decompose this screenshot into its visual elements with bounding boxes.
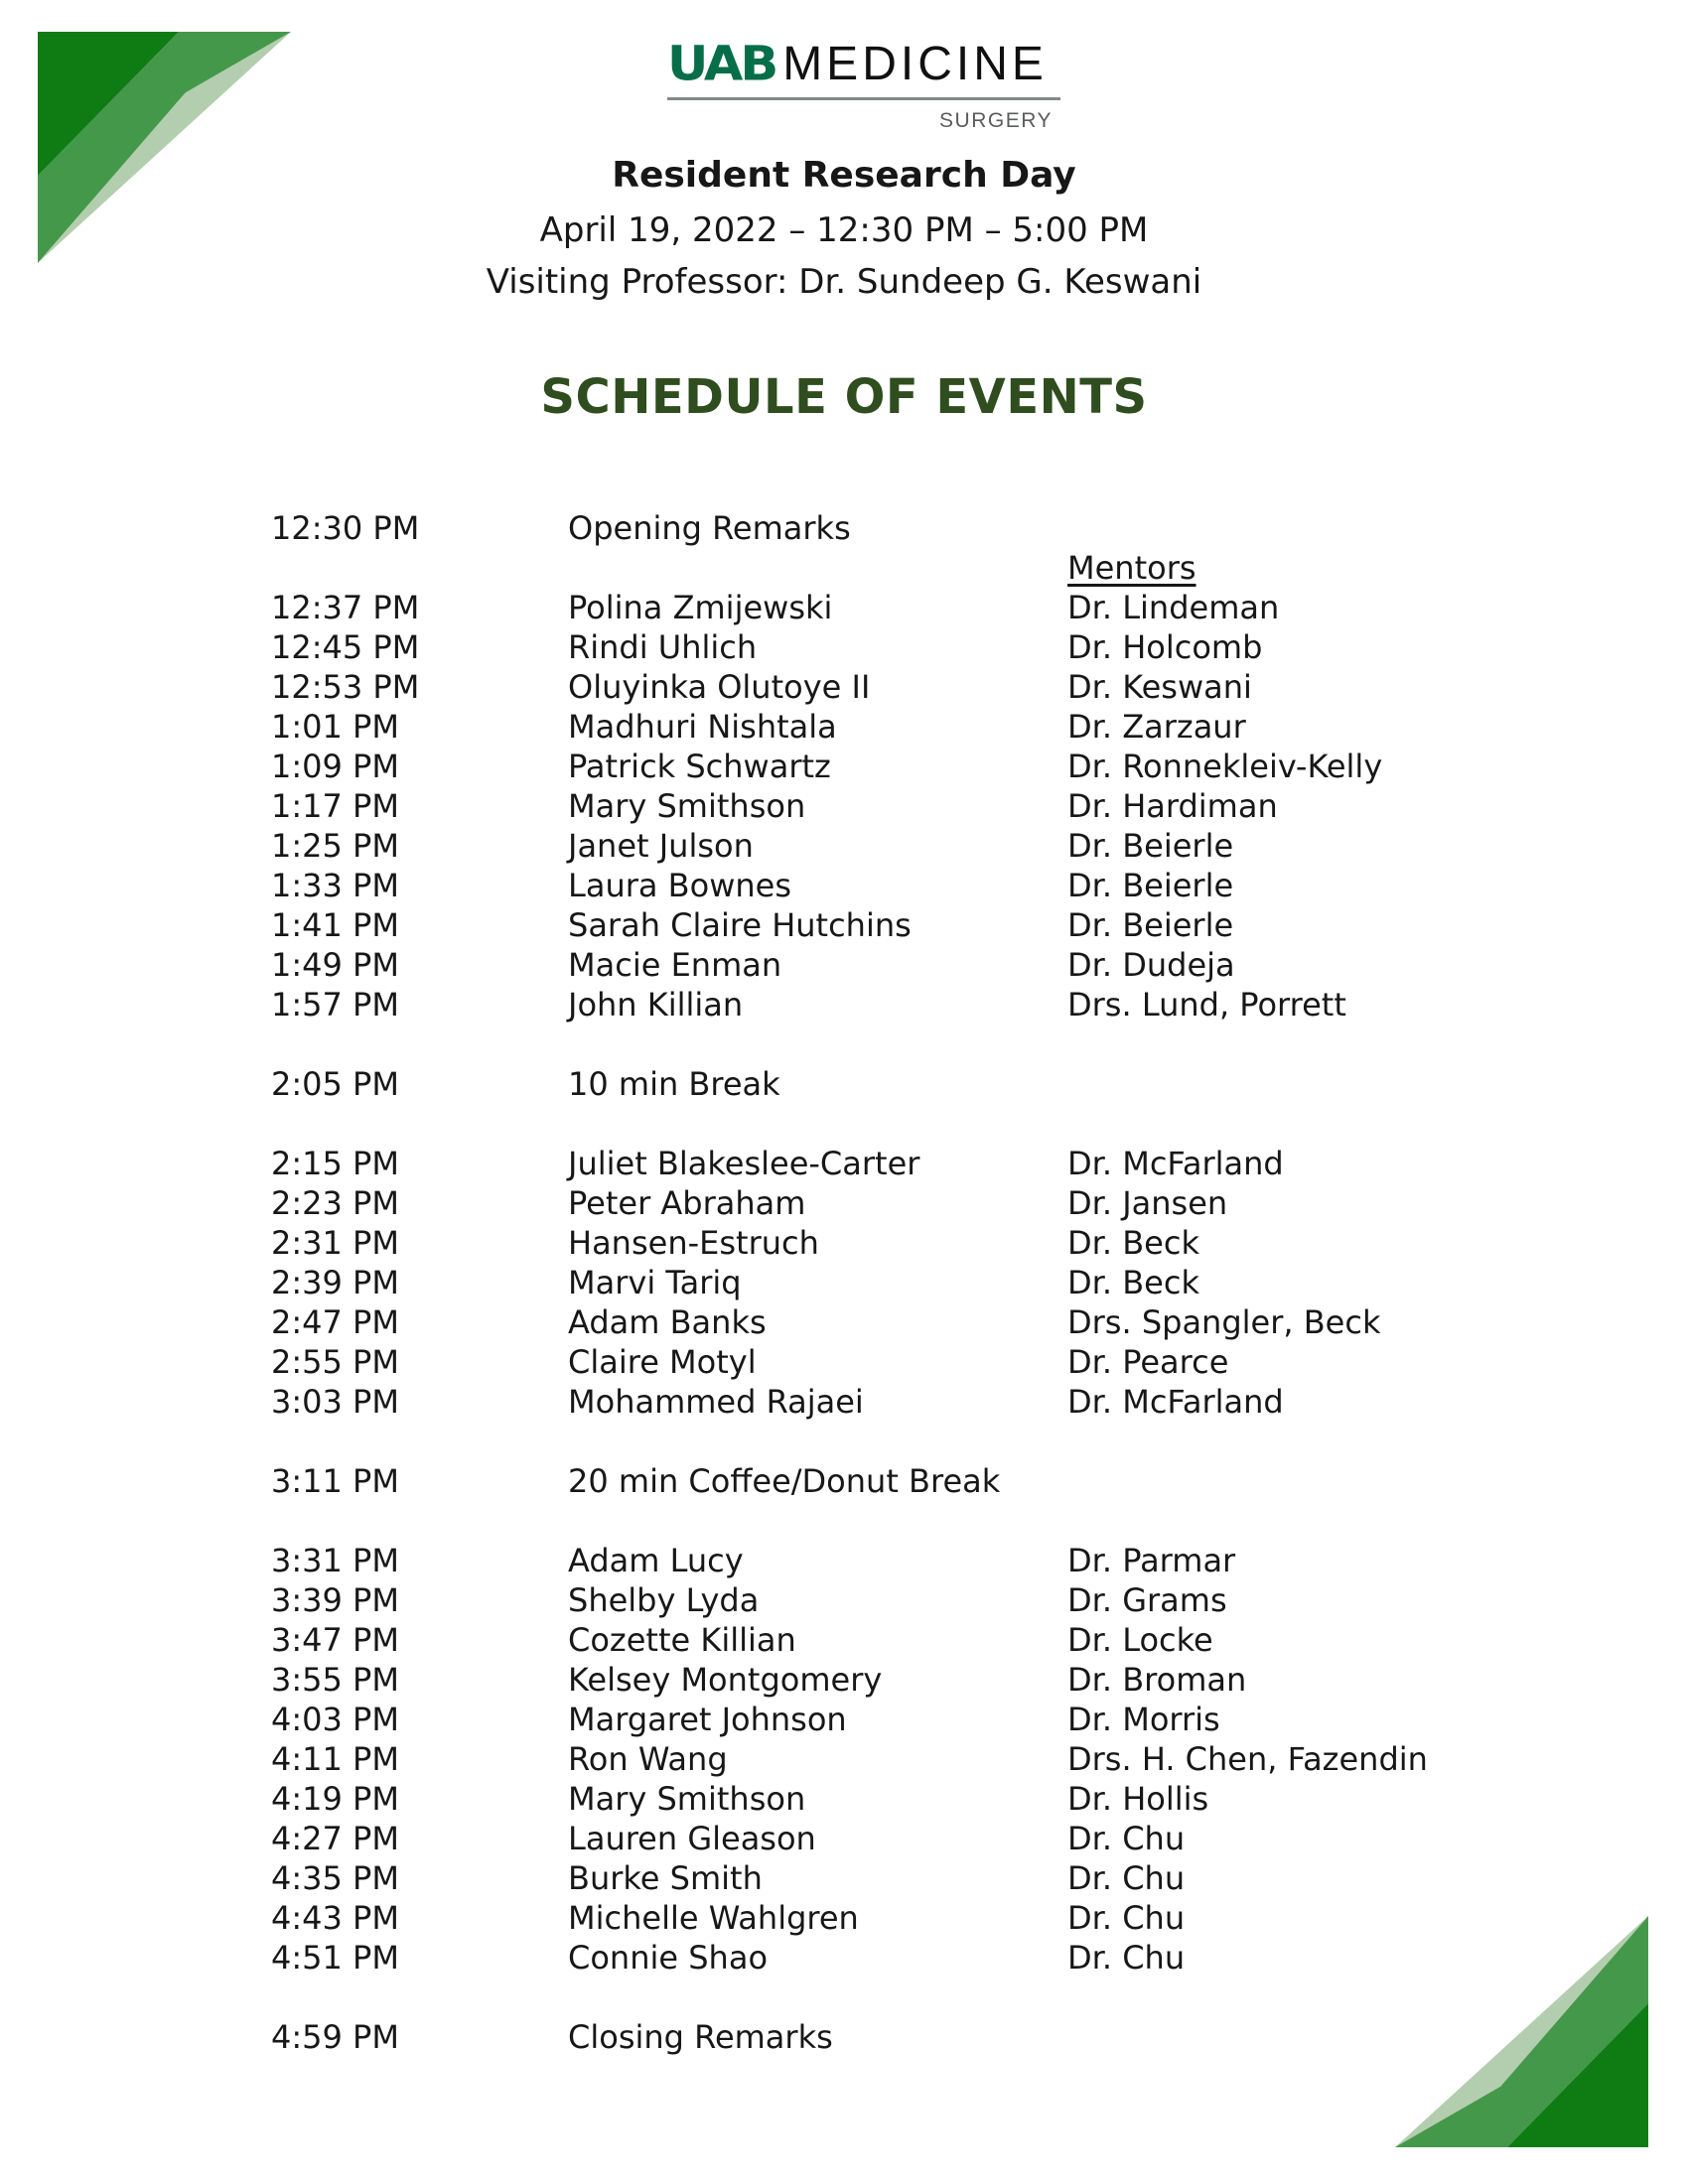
schedule-mentors-header-row: [271, 548, 1688, 588]
mentor-name: Dr. Hardiman: [1067, 787, 1278, 825]
presenter-name: Madhuri Nishtala: [568, 708, 837, 746]
schedule-spacer-row: [271, 1024, 1688, 1064]
presenter-name: Mohammed Rajaei: [568, 1383, 864, 1421]
mentor-name: Dr. Parmar: [1067, 1542, 1236, 1579]
mentor-name: Dr. Grams: [1067, 1581, 1227, 1619]
schedule-session-row: [271, 1620, 1688, 1660]
session-time: 2:47 PM: [271, 1303, 399, 1341]
session-time: 3:11 PM: [271, 1462, 399, 1500]
mentor-name: Dr. Holcomb: [1067, 628, 1263, 666]
presenter-name: Sarah Claire Hutchins: [568, 906, 912, 944]
presenter-name: Janet Julson: [568, 827, 754, 865]
presenter-name: Lauren Gleason: [568, 1820, 816, 1857]
schedule-spacer-row: [271, 1104, 1688, 1144]
presenter-name: Macie Enman: [568, 946, 782, 984]
schedule-session-row: [271, 1223, 1688, 1263]
mentor-name: Drs. Lund, Porrett: [1067, 986, 1346, 1024]
mentor-name: [1067, 1461, 1688, 1501]
session-time: 1:49 PM: [271, 946, 399, 984]
mentor-name: Dr. Jansen: [1067, 1184, 1228, 1222]
presenter-name: Margaret Johnson: [568, 1701, 847, 1738]
mentor-name: Drs. Spangler, Beck: [1067, 1303, 1381, 1341]
mentor-name: Dr. Beck: [1067, 1264, 1199, 1301]
session-time: 4:59 PM: [271, 2018, 399, 2056]
mentor-name: Dr. Beierle: [1067, 906, 1234, 944]
schedule-session-row: [271, 945, 1688, 985]
presenter-name: Laura Bownes: [568, 867, 791, 904]
mentor-name: Dr. Keswani: [1067, 668, 1252, 706]
session-time: 4:51 PM: [271, 1939, 399, 1977]
session-time: [271, 548, 568, 588]
mentor-name: [1067, 2017, 1688, 2057]
mentor-name: Dr. Chu: [1067, 1939, 1186, 1977]
schedule-session-row: [271, 1263, 1688, 1302]
session-time: 3:03 PM: [271, 1383, 399, 1421]
session-time: 12:37 PM: [271, 589, 420, 626]
schedule-session-row: [271, 627, 1688, 667]
session-time: 1:01 PM: [271, 708, 399, 746]
schedule-session-row: [271, 1739, 1688, 1779]
session-time: 4:19 PM: [271, 1780, 399, 1818]
mentor-name: Dr. Ronnekleiv-Kelly: [1067, 748, 1383, 785]
session-time: 4:35 PM: [271, 1859, 399, 1897]
schedule-session-row: [271, 1660, 1688, 1700]
session-time: 1:17 PM: [271, 787, 399, 825]
session-time: 4:43 PM: [271, 1899, 399, 1937]
schedule-session-row: [271, 905, 1688, 945]
schedule-session-row: [271, 1183, 1688, 1223]
presenter-name: Oluyinka Olutoye II: [568, 668, 871, 706]
schedule-session-row: [271, 866, 1688, 905]
schedule-event-row: [271, 1064, 1688, 1104]
corner-medium-sliver: [1395, 2050, 1564, 2147]
presenter-name: Burke Smith: [568, 1859, 763, 1897]
presenter-name: Claire Motyl: [568, 1343, 757, 1381]
mentor-name: Dr. Chu: [1067, 1899, 1186, 1937]
uab-medicine-logo: [667, 34, 1060, 133]
schedule-session-row: [271, 1938, 1688, 1978]
mentors-column-header: Mentors: [1067, 549, 1196, 587]
page-title: Resident Research Day: [612, 155, 1076, 196]
session-time: 3:47 PM: [271, 1621, 399, 1659]
presenter-name: Michelle Wahlgren: [568, 1899, 859, 1937]
mentor-name: Dr. McFarland: [1067, 1145, 1284, 1182]
session-time: 3:31 PM: [271, 1542, 399, 1579]
schedule-spacer-row: [271, 1501, 1688, 1541]
schedule-session-row: [271, 1580, 1688, 1620]
schedule-session-row: [271, 1898, 1688, 1938]
department-label: SURGERY: [939, 109, 1053, 132]
presenter-name: Ron Wang: [568, 1740, 728, 1778]
mentor-name: Dr. Zarzaur: [1067, 708, 1246, 746]
schedule-session-row: [271, 786, 1688, 826]
session-time: 4:27 PM: [271, 1820, 399, 1857]
presenter-name: Patrick Schwartz: [568, 748, 831, 785]
schedule-session-row: [271, 1342, 1688, 1382]
session-time: 2:23 PM: [271, 1184, 399, 1222]
schedule-event-row: [271, 508, 1688, 548]
presenter-name: Juliet Blakeslee-Carter: [568, 1145, 920, 1182]
event-label: Closing Remarks: [568, 2018, 833, 2056]
empty-cell: [568, 548, 1067, 588]
mentor-name: Dr. Chu: [1067, 1859, 1186, 1897]
mentor-name: Dr. McFarland: [1067, 1383, 1284, 1421]
schedule-session-row: [271, 1302, 1688, 1342]
presenter-name: Rindi Uhlich: [568, 628, 758, 666]
schedule-session-row: [271, 1144, 1688, 1183]
schedule-event-row: [271, 1461, 1688, 1501]
mentor-name: Drs. H. Chen, Fazendin: [1067, 1740, 1428, 1778]
mentor-name: Dr. Morris: [1067, 1701, 1220, 1738]
session-time: 2:55 PM: [271, 1343, 399, 1381]
session-time: 12:30 PM: [271, 509, 420, 547]
mentor-name: Dr. Beierle: [1067, 867, 1234, 904]
schedule-session-row: [271, 667, 1688, 707]
event-date-line: April 19, 2022 – 12:30 PM – 5:00 PM: [539, 210, 1149, 250]
session-time: 4:11 PM: [271, 1740, 399, 1778]
mentor-name: Dr. Locke: [1067, 1621, 1213, 1659]
event-label: 20 min Coffee/Donut Break: [568, 1462, 1001, 1500]
mentor-name: Dr. Pearce: [1067, 1343, 1229, 1381]
presenter-name: John Killian: [568, 986, 744, 1024]
presenter-name: Cozette Killian: [568, 1621, 796, 1659]
schedule-session-row: [271, 1541, 1688, 1580]
section-heading: SCHEDULE OF EVENTS: [540, 369, 1148, 425]
presenter-name: Mary Smithson: [568, 787, 806, 825]
presenter-name: Mary Smithson: [568, 1780, 806, 1818]
schedule-session-row: [271, 826, 1688, 866]
session-time: 2:05 PM: [271, 1065, 399, 1103]
presenter-name: Polina Zmijewski: [568, 589, 833, 626]
session-time: 1:09 PM: [271, 748, 399, 785]
schedule-session-row: [271, 985, 1688, 1024]
session-time: 2:15 PM: [271, 1145, 399, 1182]
event-label: 10 min Break: [568, 1065, 780, 1103]
schedule-session-row: [271, 747, 1688, 786]
presenter-name: Peter Abraham: [568, 1184, 806, 1222]
uab-logo-mark: UAB: [667, 36, 776, 92]
schedule-list: [271, 508, 1688, 2057]
schedule-session-row: [271, 1700, 1688, 1739]
schedule-event-row: [271, 2017, 1688, 2057]
schedule-session-row: [271, 1779, 1688, 1819]
presenter-name: Marvi Tariq: [568, 1264, 742, 1301]
mentor-name: Dr. Beck: [1067, 1224, 1199, 1262]
session-time: 3:39 PM: [271, 1581, 399, 1619]
session-time: 4:03 PM: [271, 1701, 399, 1738]
mentor-name: Dr. Chu: [1067, 1820, 1186, 1857]
medicine-wordmark: MEDICINE: [782, 38, 1048, 90]
presenter-name: Adam Lucy: [568, 1542, 744, 1579]
presenter-name: Kelsey Montgomery: [568, 1661, 883, 1699]
event-label: Opening Remarks: [568, 509, 851, 547]
schedule-session-row: [271, 1858, 1688, 1898]
presenter-name: Adam Banks: [568, 1303, 767, 1341]
session-time: 2:31 PM: [271, 1224, 399, 1262]
schedule-session-row: [271, 1819, 1688, 1858]
corner-medium-sliver: [122, 32, 291, 129]
session-time: 12:45 PM: [271, 628, 420, 666]
mentor-name: [1067, 508, 1688, 548]
presenter-name: Shelby Lyda: [568, 1581, 760, 1619]
mentor-name: Dr. Beierle: [1067, 827, 1234, 865]
session-time: 3:55 PM: [271, 1661, 399, 1699]
session-time: 2:39 PM: [271, 1264, 399, 1301]
schedule-session-row: [271, 588, 1688, 627]
presenter-name: Connie Shao: [568, 1939, 769, 1977]
logo-divider-rule: [667, 97, 1060, 100]
mentor-name: Dr. Lindeman: [1067, 589, 1280, 626]
mentor-name: Dr. Dudeja: [1067, 946, 1235, 984]
mentor-name: Dr. Broman: [1067, 1661, 1247, 1699]
schedule-session-row: [271, 707, 1688, 747]
schedule-spacer-row: [271, 1978, 1688, 2017]
session-time: 12:53 PM: [271, 668, 420, 706]
presenter-name: Hansen-Estruch: [568, 1224, 819, 1262]
mentor-name: [1067, 1064, 1688, 1104]
session-time: 1:25 PM: [271, 827, 399, 865]
visiting-professor-line: Visiting Professor: Dr. Sundeep G. Keswani: [486, 262, 1202, 302]
session-time: 1:41 PM: [271, 906, 399, 944]
schedule-session-row: [271, 1382, 1688, 1422]
schedule-spacer-row: [271, 1422, 1688, 1461]
mentor-name: Dr. Hollis: [1067, 1780, 1209, 1818]
session-time: 1:33 PM: [271, 867, 399, 904]
session-time: 1:57 PM: [271, 986, 399, 1024]
